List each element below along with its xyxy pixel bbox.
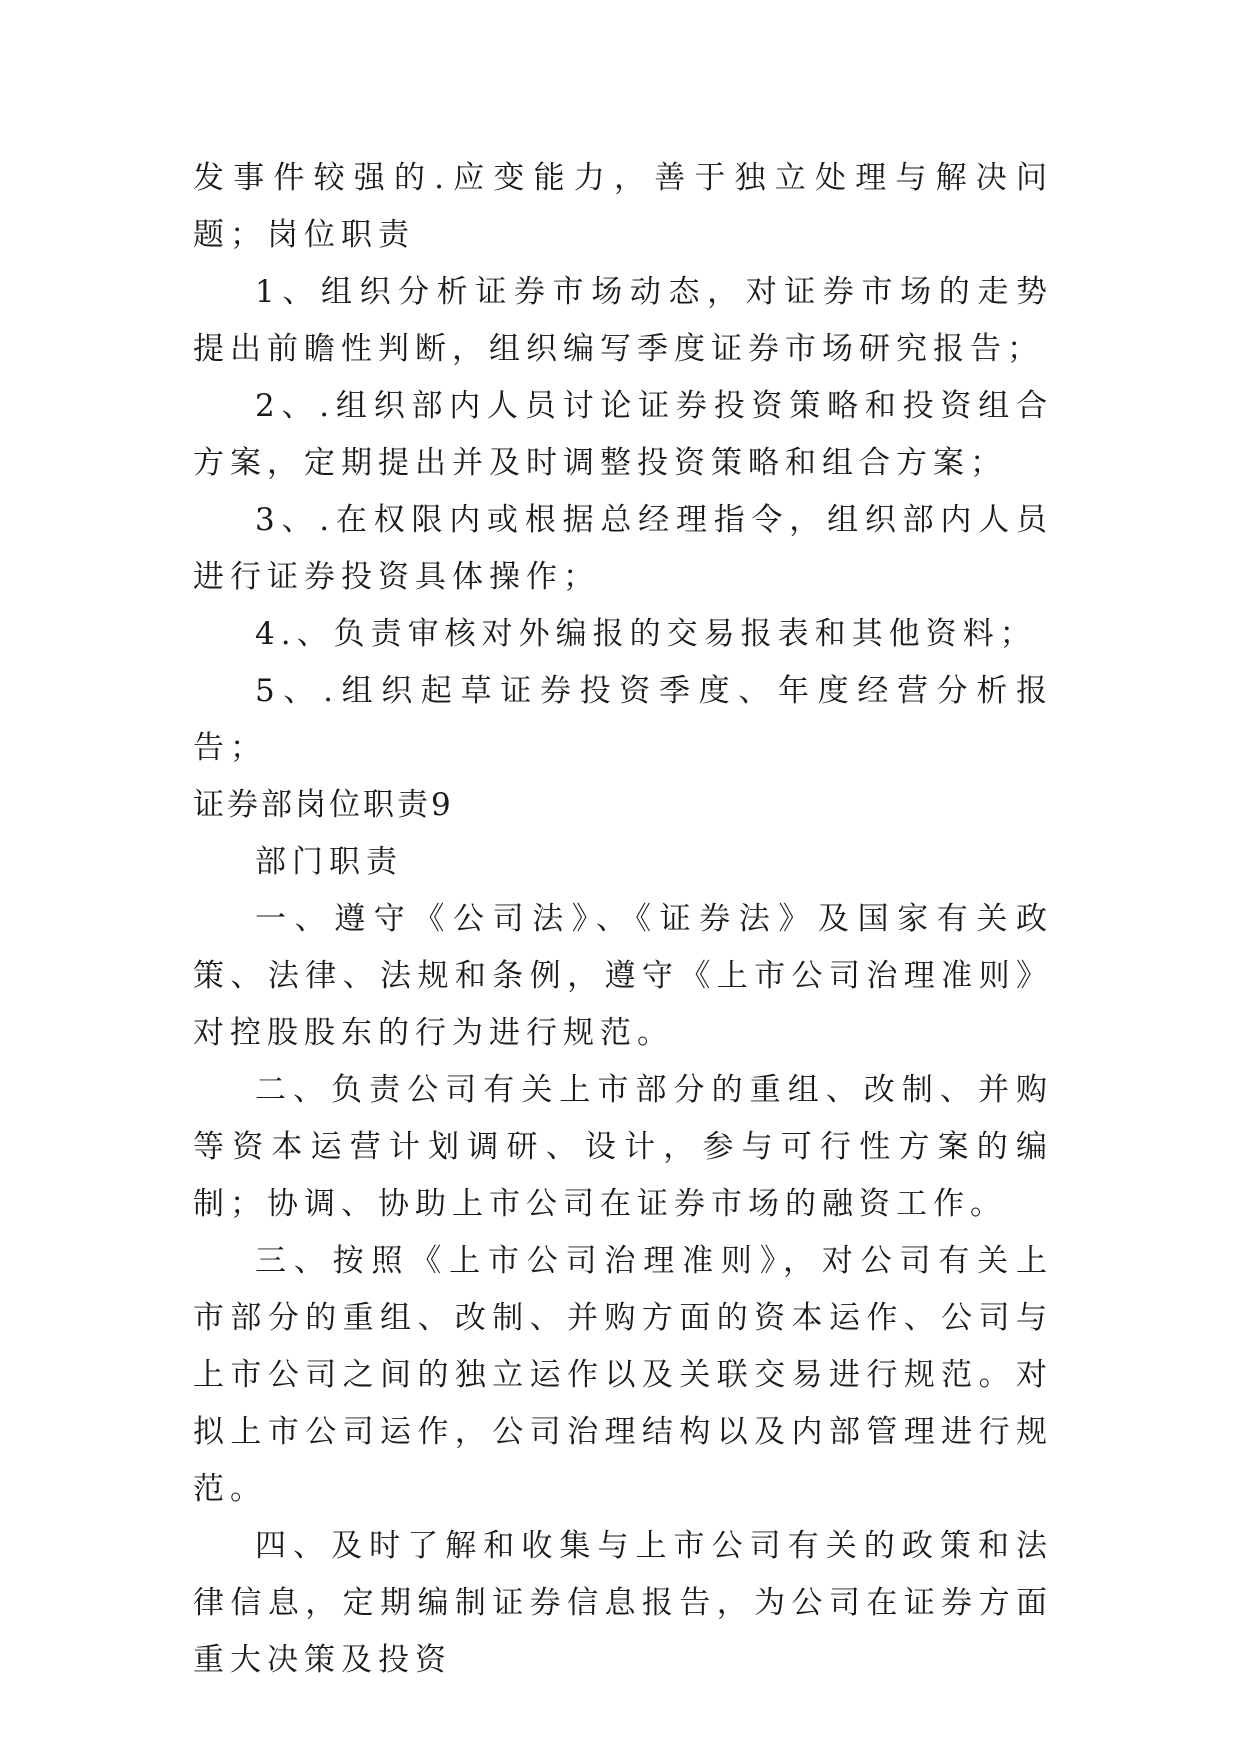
- department-duty-4: 四、及时了解和收集与上市公司有关的政策和法律信息，定期编制证券信息报告，为公司在证券方面重大决策及投资: [193, 1528, 1053, 1678]
- department-duty-1: 一、遵守《公司法》、《证券法》及国家有关政策、法律、法规和条例，遵守《上市公司治理准则》对控股股东的行为进行规范。: [193, 901, 1053, 1051]
- duty-item-2: 2、.组织部内人员讨论证券投资策略和投资组合方案，定期提出并及时调整投资策略和组合方案；: [193, 388, 1053, 481]
- section-heading: 证券部岗位职责9: [193, 787, 454, 823]
- duty-item-4: 4.、负责审核对外编报的交易报表和其他资料；: [255, 616, 1037, 652]
- department-duty-3: 三、按照《上市公司治理准则》，对公司有关上市部分的重组、改制、并购方面的资本运作、公司与上市公司之间的独立运作以及关联交易进行规范。对拟上市公司运作，公司治理结构以及内部管理进行规范。: [193, 1243, 1053, 1507]
- duty-item-3: 3、.在权限内或根据总经理指令，组织部内人员进行证券投资具体操作；: [193, 502, 1053, 595]
- subsection-heading: 部门职责: [255, 844, 403, 880]
- department-duty-2: 二、负责公司有关上市部分的重组、改制、并购等资本运营计划调研、设计，参与可行性方案的编制；协调、协助上市公司在证券市场的融资工作。: [193, 1072, 1053, 1222]
- duty-item-5: 5、.组织起草证券投资季度、年度经营分析报告；: [193, 673, 1053, 766]
- document-body: [193, 150, 1053, 1689]
- paragraph-continuation: 发事件较强的.应变能力，善于独立处理与解决问题；岗位职责: [193, 160, 1053, 253]
- duty-item-1: 1、组织分析证券市场动态，对证券市场的走势提出前瞻性判断，组织编写季度证券市场研究报告；: [193, 274, 1053, 367]
